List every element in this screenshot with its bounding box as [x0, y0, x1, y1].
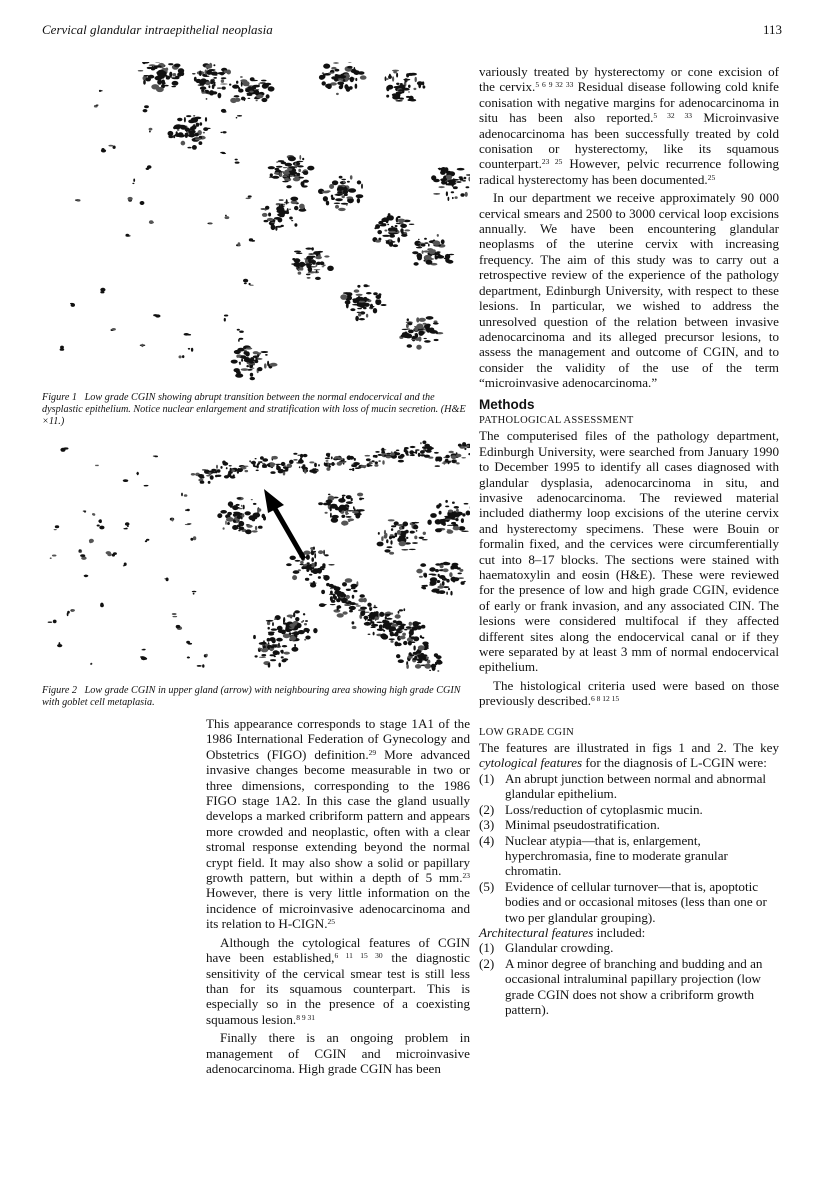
list-number: (4) — [479, 832, 495, 848]
list-text: Loss/reduction of cytoplasmic mucin. — [505, 801, 703, 817]
figure-1-caption — [42, 392, 470, 428]
list-text: Glandular crowding. — [505, 940, 614, 956]
cytological-feature-item — [479, 817, 779, 832]
list-number: (1) — [479, 770, 495, 786]
architectural-feature-item — [479, 956, 779, 1018]
pathological-assessment-heading: PATHOLOGICAL ASSESSMENT — [479, 414, 634, 426]
running-title: Cervical glandular intraepithelial neoplasia — [42, 22, 273, 37]
running-header — [42, 22, 782, 40]
methods-heading: Methods — [479, 396, 535, 412]
list-text: An abrupt junction between normal and abnormal glandular epithelium. — [505, 770, 767, 802]
left-paragraph-1: This appearance corresponds to stage 1A1 of the 1986 International Federation of Gynecology and Obstetrics (FIGO) definition.$^{29}$ More advanced invasive changes become measurable in two or three dimensions, corresponding to the 1986 FIGO stage 1A2. In this case the gland usually develops a marked cribriform pattern and appears more crowded and neoplastic, often with a clear stromal response extending beyond the normal crypt field. It may also show a solid or papillary growth pattern, but within a depth of 5 mm.$^{23}$ However, there is very little information on the incidence of microinvasive adenocarcinoma and its relation to H-CIGN.$^{25}$ — [206, 716, 470, 932]
architectural-feature-item — [479, 940, 779, 955]
architectural-features-list — [479, 940, 779, 1017]
figure-2-text: Low grade CGIN in upper gland (arrow) with neighbouring area showing high grade CGIN with goblet cell metaplasia. — [42, 685, 461, 708]
arrow-head-icon — [264, 489, 284, 513]
list-text: Nuclear atypia—that is, enlargement, hyperchromasia, fine to moderate granular chromatin. — [505, 832, 728, 879]
figure-2-caption — [42, 685, 470, 709]
list-number: (2) — [479, 801, 495, 817]
cytological-feature-item — [479, 771, 779, 802]
figure-1-text: Low grade CGIN showing abrupt transition between the normal endocervical and the dysplastic epithelium. Notice nuclear enlargement and stratification with loss of mucin secretion. (H&E ×11.) — [42, 392, 466, 427]
figure-2-image — [42, 427, 470, 679]
features-intro: The features are illustrated in figs 1 and 2. The key cytological features for the diagnosis of L-CGIN were: — [479, 740, 779, 771]
left-column — [206, 716, 470, 1076]
list-text: Evidence of cellular turnover—that is, apoptotic bodies and or occasional mitoses (less than one or two per glandular grouping). — [505, 878, 767, 925]
figure-2-label: Figure 2 — [42, 685, 77, 696]
methods-paragraph: The computerised files of the pathology department, Edinburgh University, were searched from January 1990 to December 1995 to identify all cases diagnosed with glandular dysplasia, adenocarcinoma in situ, and invasive adenocarcinoma. The reviewed material included diathermy loop excisions of the uterine cervix and hysterectomy specimens. These were Bouin or formalin fixed, and the cervices were circumferentially cut into 8–17 blocks. The sections were stained with haematoxylin and eosin (H&E). These were reviewed for the presence of low and high grade CGIN, evidence of early or frank invasion, and any associated CIN. The lesions were considered multifocal if they affected different sites along the endocervical canal or if they were separated by at least 3 mm of normal endocervical epithelium. — [479, 428, 779, 675]
architectural-features-intro: Architectural features included: — [479, 924, 646, 940]
list-number: (1) — [479, 940, 495, 956]
cytological-feature-item — [479, 802, 779, 817]
list-text: Minimal pseudostratification. — [505, 817, 660, 833]
arrow-icon — [274, 507, 304, 559]
list-number: (3) — [479, 817, 495, 833]
right-column — [479, 64, 779, 1017]
criteria-paragraph: The histological criteria used were based on those previously described.$^{6 8 12 15}$ — [479, 677, 779, 709]
list-number: (2) — [479, 955, 495, 971]
cytological-feature-item — [479, 879, 779, 925]
low-grade-cgin-heading: LOW GRADE CGIN — [479, 726, 574, 738]
list-text: A minor degree of branching and budding and an occasional intraluminal papillary projection (low grade CGIN does not show a cribriform growth pattern). — [505, 955, 763, 1017]
figure-1-label: Figure 1 — [42, 392, 77, 403]
list-number: (5) — [479, 878, 495, 894]
left-paragraph-3: Finally there is an ongoing problem in management of CGIN and microinvasive adenocarcinoma. High grade CGIN has been — [206, 1030, 470, 1076]
figure-1-image — [42, 62, 470, 384]
right-paragraph-2: In our department we receive approximately 90 000 cervical smears and 2500 to 3000 cervical loop excisions annually. We have been encountering glandular neoplasms of the uterine cervix with increasing frequency. The aim of this study was to carry out a retrospective review of the experience of the pathology department, Edinburgh University, with respect to these lesions. In particular, we wished to address the unresolved question of the relation between invasive adenocarcinoma and its alleged precursor lesions, to assess the management and outcome of CGIN, and to consider the validity of the use of the term “microinvasive adenocarcinoma.” — [479, 190, 779, 391]
right-paragraph-1: variously treated by hysterectomy or cone excision of the cervix.$^{5 6 9 32 33}$ Residual disease following cold knife conisation with negative margins for adenocarcinoma in situ has been also reported.$^{5 32 33}$ Microinvasive adenocarcinoma has been successfully treated by cold conisation or hysterectomy, like its squamous counterpart.$^{23 25}$ However, pelvic recurrence following radical hysterectomy has been documented.$^{25}$ — [479, 64, 779, 187]
cytological-feature-item — [479, 833, 779, 879]
left-paragraph-2: Although the cytological features of CGIN have been established,$^{6 11 15 30}$ the diagnostic sensitivity of the cervical smear test is still less than for its squamous counterpart. This is especially so in the presence of a coexisting squamous lesion.$^{8 9 31}$ — [206, 934, 470, 1027]
cytological-features-list — [479, 771, 779, 925]
page-number: 113 — [762, 22, 782, 37]
